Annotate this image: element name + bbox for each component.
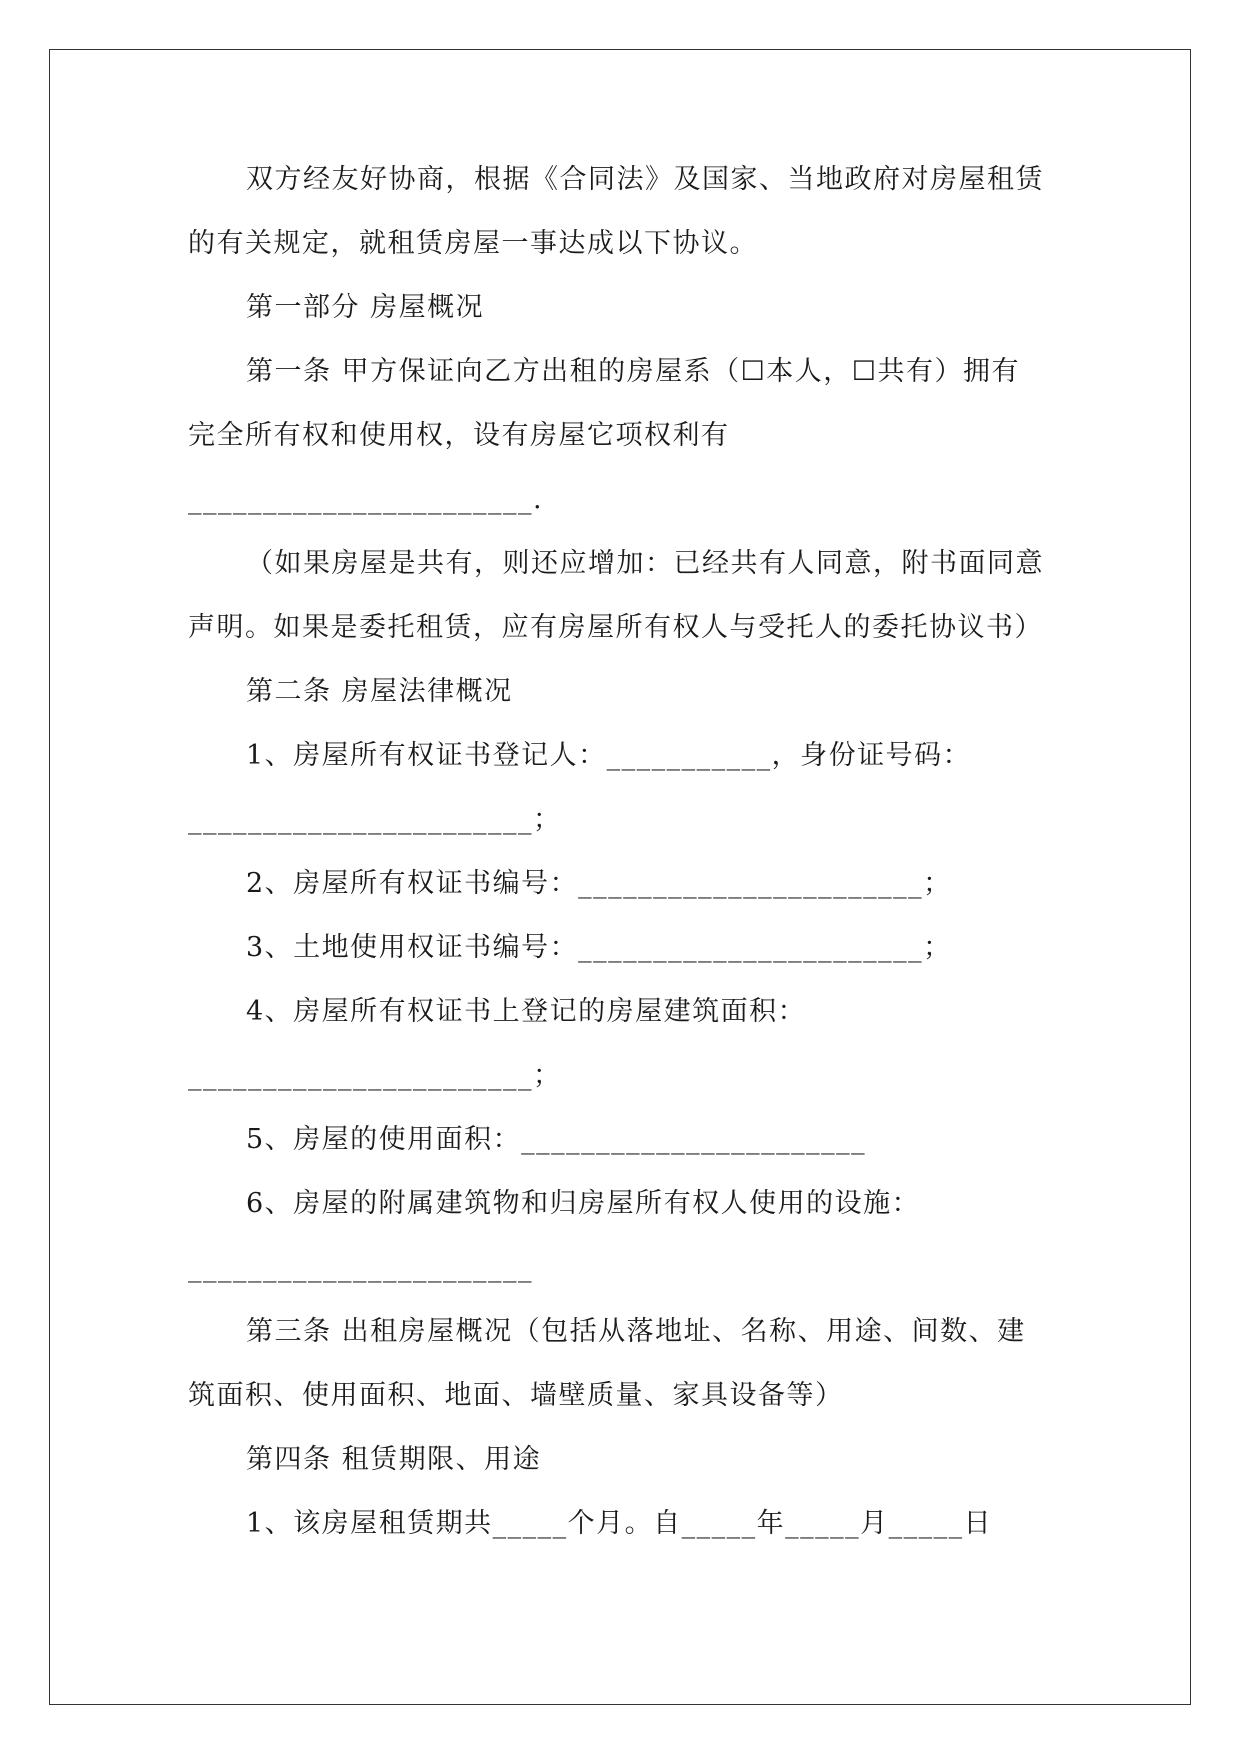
item-5-usable-area: 5、房屋的使用面积：_______________________ [246, 1124, 867, 1155]
note-line-2: 声明。如果是委托租赁，应有房屋所有权人与受托人的委托协议书） [188, 612, 1043, 643]
article-one-blank: _______________________. [188, 484, 544, 515]
article-two-heading: 第二条 房屋法律概况 [246, 676, 513, 707]
paragraph-intro-line-1: 双方经友好协商，根据《合同法》及国家、当地政府对房屋租赁 [246, 164, 1044, 195]
item-1-registrant: 1、房屋所有权证书登记人：___________，身份证号码： [246, 740, 972, 771]
item-3-land-certificate-number: 3、土地使用权证书编号：_______________________； [246, 932, 952, 963]
item-4-building-area: 4、房屋所有权证书上登记的房屋建筑面积： [246, 996, 807, 1027]
article-four-heading: 第四条 租赁期限、用途 [246, 1444, 542, 1475]
article-three-line-1: 第三条 出租房屋概况（包括从落地址、名称、用途、间数、建 [246, 1316, 1026, 1347]
note-line-1: （如果房屋是共有，则还应增加：已经共有人同意，附书面同意 [246, 548, 1044, 579]
item-2-certificate-number: 2、房屋所有权证书编号：_______________________； [246, 868, 952, 899]
item-1-id-blank: _______________________； [188, 804, 562, 835]
article-four-item-1: 1、该房屋租赁期共_____个月。自_____年_____月_____日 [246, 1508, 993, 1539]
article-one-line-1: 第一条 甲方保证向乙方出租的房屋系（☐本人，☐共有）拥有 [246, 356, 1020, 387]
part-one-heading: 第一部分 房屋概况 [246, 292, 485, 323]
item-6-facilities: 6、房屋的附属建筑物和归房屋所有权人使用的设施： [246, 1188, 921, 1219]
paragraph-intro-line-2: 的有关规定，就租赁房屋一事达成以下协议。 [188, 228, 758, 259]
item-6-facilities-blank: _______________________ [188, 1252, 533, 1283]
item-4-area-blank: _______________________； [188, 1060, 562, 1091]
article-one-line-2: 完全所有权和使用权，设有房屋它项权利有 [188, 420, 730, 451]
article-three-line-2: 筑面积、使用面积、地面、墙壁质量、家具设备等） [188, 1380, 844, 1411]
